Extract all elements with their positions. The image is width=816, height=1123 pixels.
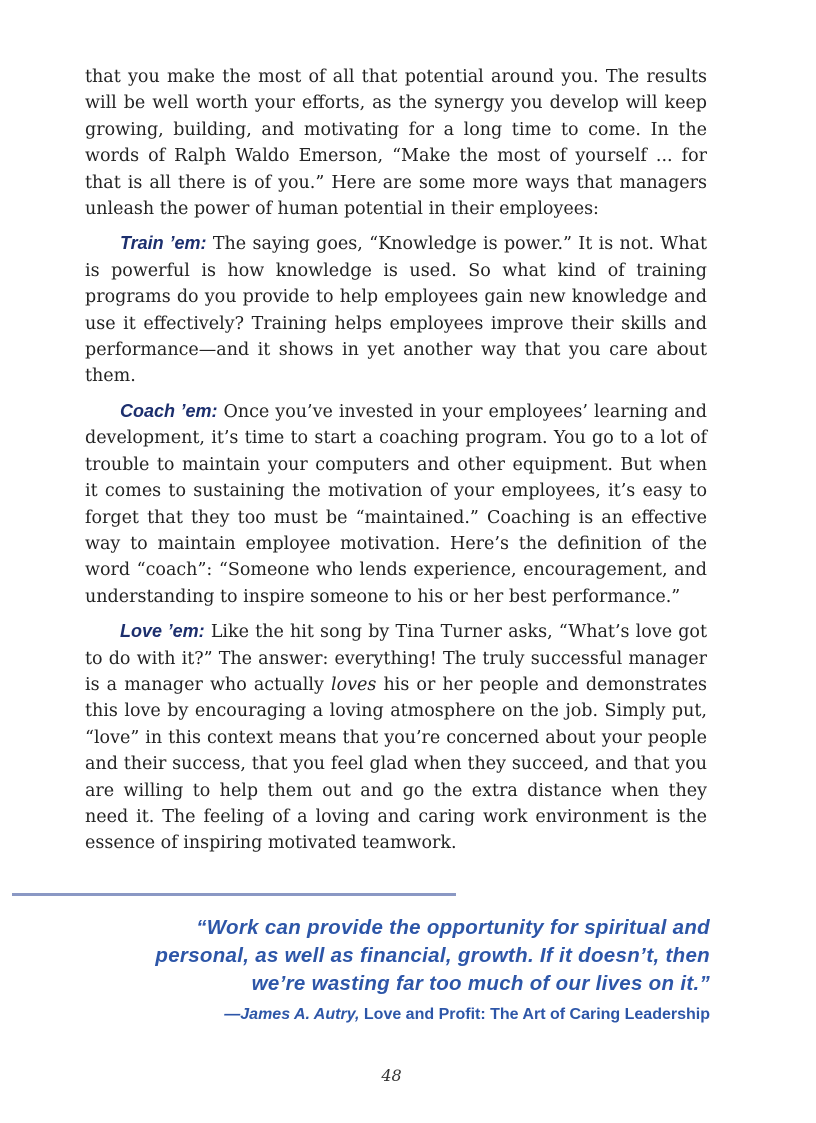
pull-quote <box>120 914 710 1026</box>
love-paragraph <box>85 618 707 857</box>
intro-paragraph: that you make the most of all that potential around you. The results will be well worth your efforts, as the synergy you develop will keep growing, building, and motivating for a long time to come. In the words of Ralph Waldo Emerson, “Make the most of yourself ... for that is all there is of you.” Here are some more ways that managers unleash the power of human potential in their employees: <box>85 67 707 220</box>
coach-text: Once you’ve invested in your employees’ learning and development, it’s time to start a coaching program. You go to a lot of trouble to maintain your computers and other equipment. But when it comes to sustaining the motivation of your employees, it’s easy to forget that they too must be “maintained.” Coaching is an effective way to maintain employee motivation. Here’s the definition of the word “coach”: “Someone who lends experience, encouragement, and understanding to inspire someone to his or her best performance.” <box>85 401 707 607</box>
coach-paragraph <box>85 398 707 610</box>
train-text: The saying goes, “Knowledge is power.” It is not. What is powerful is how knowledge is used. So what kind of training programs do you provide to help employees gain new knowledge and use it effectively? Training helps employees improve their skills and performance—and it shows in yet another way that you care about them. <box>85 234 707 387</box>
quote-source: Love and Profit: The Art of Caring Leadership <box>363 1006 710 1023</box>
quote-author: —James A. Autry, <box>224 1006 360 1023</box>
page-number: 48 <box>381 1066 402 1085</box>
coach-heading: Coach ’em: <box>120 400 218 421</box>
train-paragraph <box>85 230 707 389</box>
train-heading: Train ’em: <box>120 233 207 254</box>
section-divider <box>12 893 456 896</box>
quote-attribution <box>120 1004 710 1026</box>
quote-text: “Work can provide the opportunity for spiritual and personal, as well as financial, growth. If it doesn’t, then we’re wasting far too much of our lives on it.” <box>155 916 710 995</box>
love-emphasis: loves <box>331 674 377 695</box>
love-text-before: Like the hit song by Tina Turner asks, “What’s love got to do with it?” The answer: everything! The truly successful manager is a manager who actually <box>85 622 707 695</box>
love-text-after: his or her people and demonstrates this love by encouraging a loving atmosphere on the job. Simply put, “love” in this context means that you’re concerned about your people and their success, that you feel glad when they succeed, and that you are willing to help them out and go the extra distance when they need it. The feeling of a loving and caring work environment is the essence of inspiring motivated teamwork. <box>85 674 707 854</box>
body-text <box>85 64 707 865</box>
love-heading: Love ’em: <box>120 621 205 642</box>
